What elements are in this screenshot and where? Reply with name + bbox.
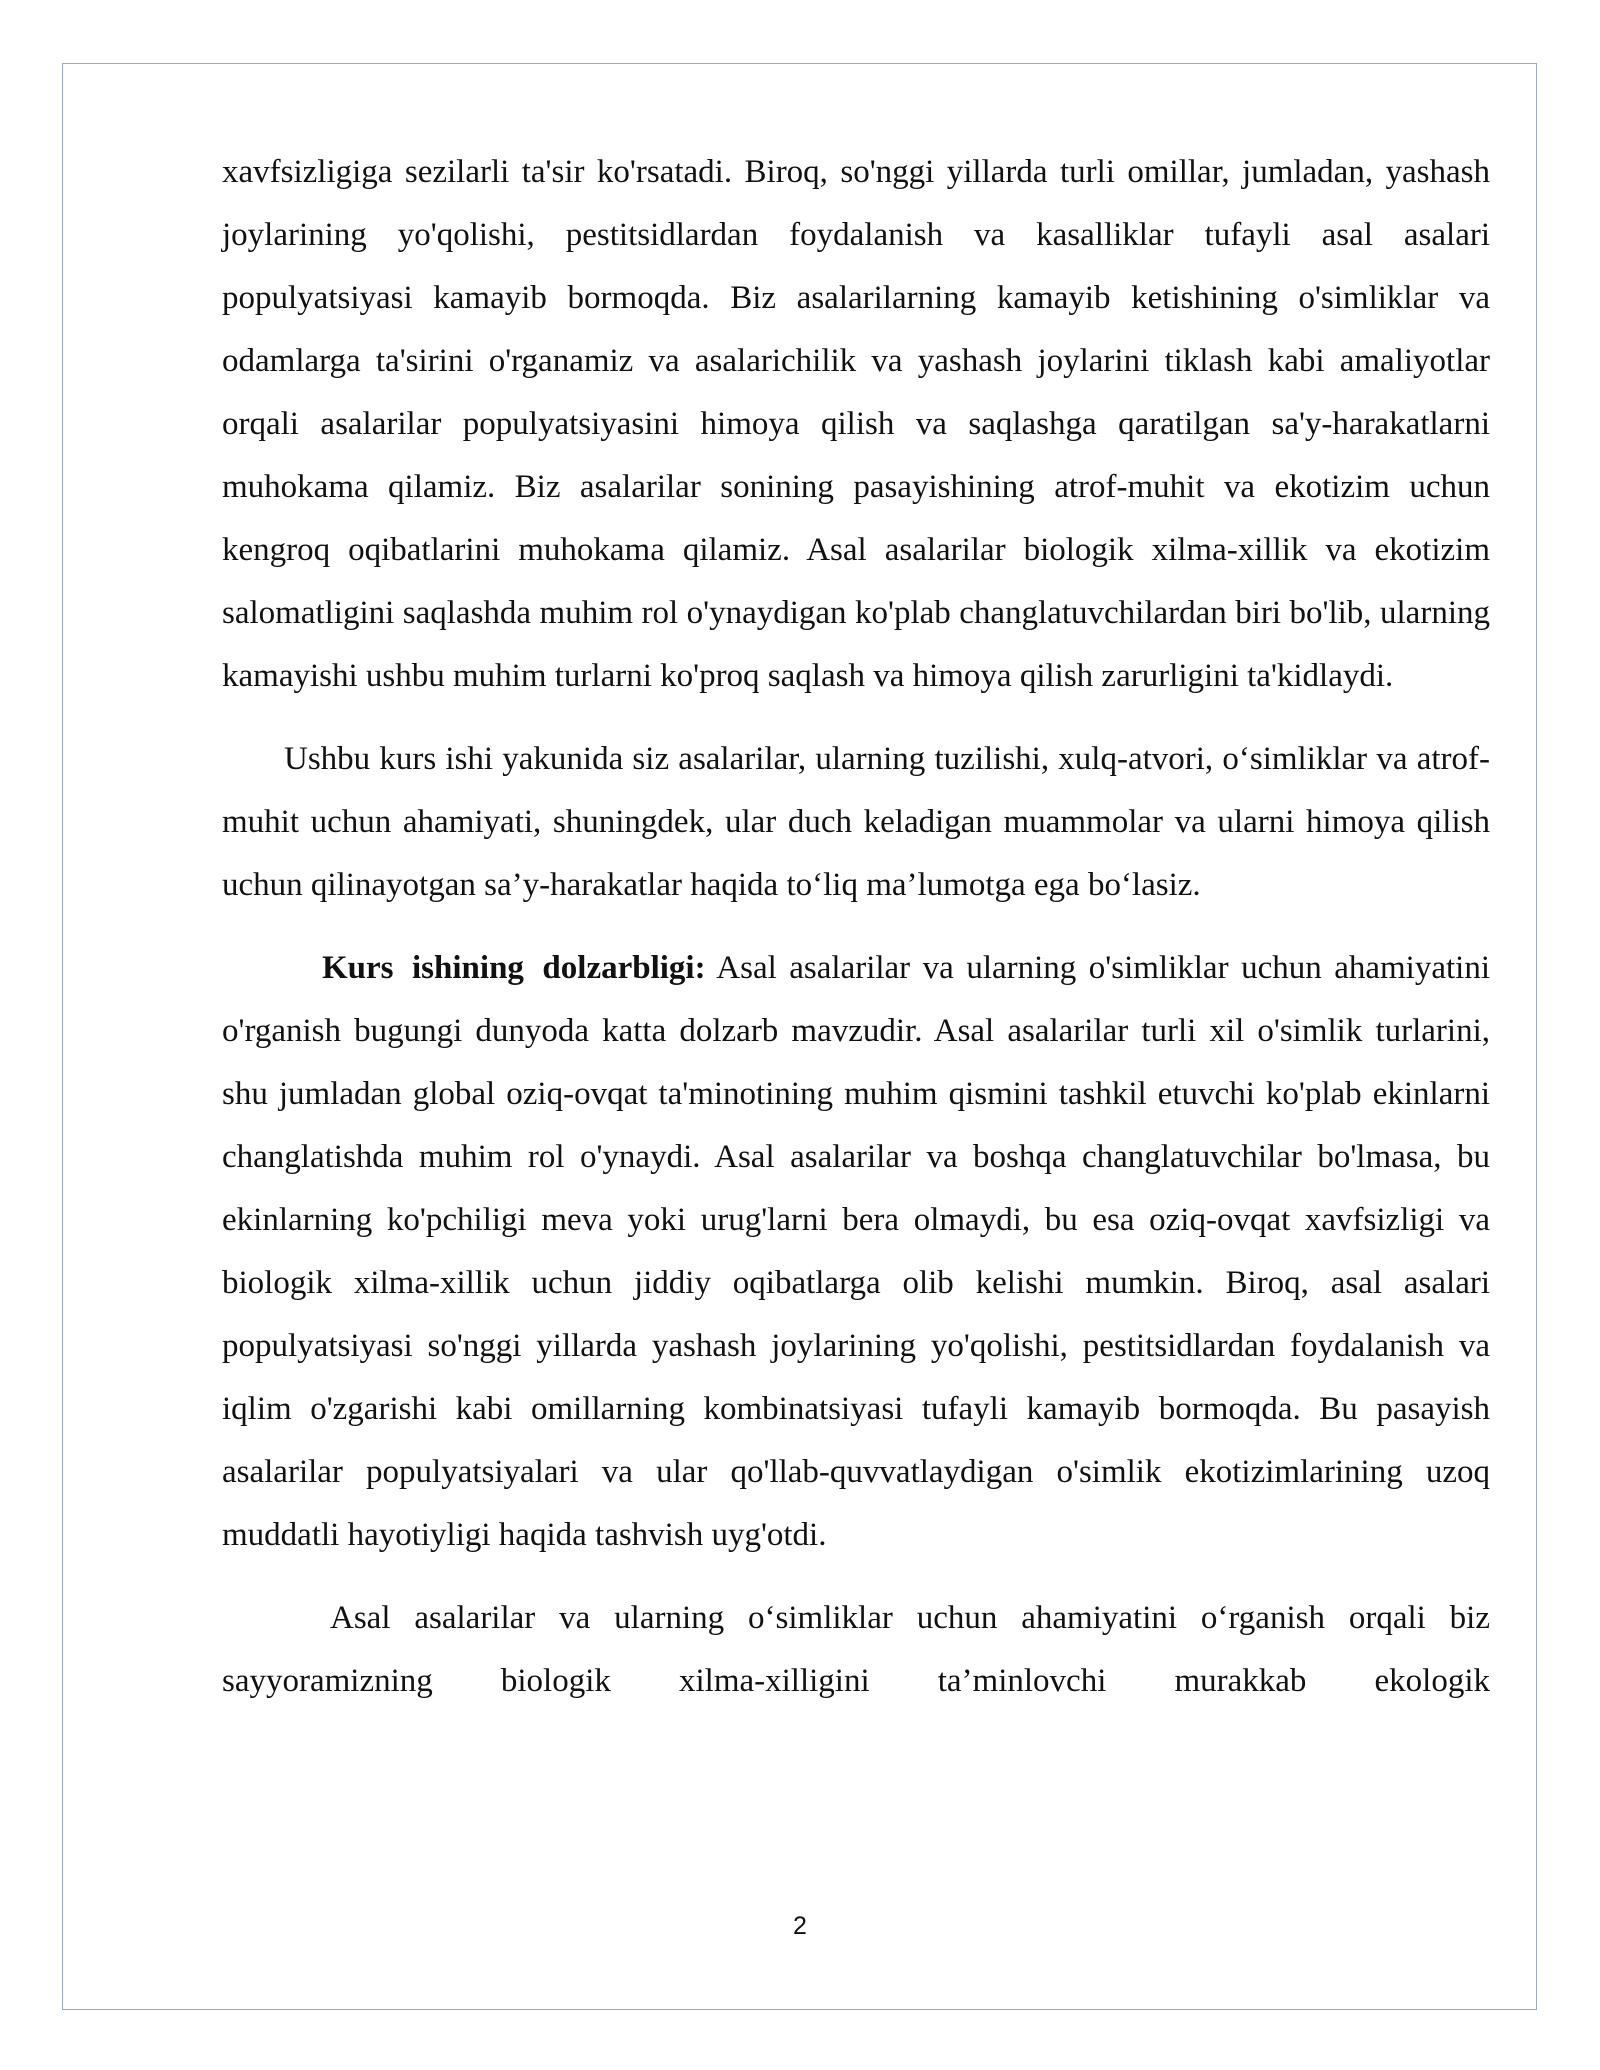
- paragraph-relevance: [222, 937, 1490, 1567]
- page-number: 2: [793, 1912, 807, 1940]
- paragraph-course-outcome: Ushbu kurs ishi yakunida siz asalarilar, ularning tuzilishi, xulq-atvori, o‘simliklar va atrof-muhit uchun ahamiyati, shuningdek, ular duch keladigan muammolar va ularni himoya qilish uchun qilinayotgan sa’y-harakatlar haqida to‘liq ma’lumotga ega bo‘lasiz.: [222, 741, 1490, 903]
- relevance-text: Asal asalarilar va ularning o'simliklar uchun ahamiyatini o'rganish bugungi dunyoda katta dolzarb mavzudir. Asal asalarilar turli xil o'simlik turlarini, shu jumladan global oziq-ovqat ta'minotining muhim qismini tashkil etuvchi ko'plab ekinlarni changlatishda muhim rol o'ynaydi. Asal asalarilar va boshqa changlatuvchilar bo'lmasa, bu ekinlarning ko'pchiligi meva yoki urug'larni bera olmaydi, bu esa oziq-ovqat xavfsizligi va biologik xilma-xillik uchun jiddiy oqibatlarga olib kelishi mumkin. Biroq, asal asalari populyatsiyasi so'nggi yillarda yashash joylarining yo'qolishi, pestitsidlardan foydalanish va iqlim o'zgarishi kabi omillarning kombinatsiyasi tufayli kamayib bormoqda. Bu pasayish asalarilar populyatsiyalari va ular qo'llab-quvvatlaydigan o'simlik ekotizimlarining uzoq muddatli hayotiyligi haqida tashvish uyg'otdi.: [222, 950, 1490, 1553]
- paragraph-study-intro: Asal asalarilar va ularning o‘simliklar uchun ahamiyatini o‘rganish orqali biz sayyoramizning biologik xilma-xilligini ta’minlovchi murakkab ekologik: [222, 1600, 1490, 1699]
- relevance-heading: Kurs ishining dolzarbligi:: [322, 950, 706, 986]
- paragraph-continuation: xavfsizligiga sezilarli ta'sir ko'rsatadi. Biroq, so'nggi yillarda turli omillar, jumladan, yashash joylarining yo'qolishi, pestitsidlardan foydalanish va kasalliklar tufayli asal asalari populyatsiyasi kamayib bormoqda. Biz asalarilarning kamayib ketishining o'simliklar va odamlarga ta'sirini o'rganamiz va asalarichilik va yashash joylarini tiklash kabi amaliyotlar orqali asalarilar populyatsiyasini himoya qilish va saqlashga qaratilgan sa'y-harakatlarni muhokama qilamiz. Biz asalarilar sonining pasayishining atrof-muhit va ekotizim uchun kengroq oqibatlarini muhokama qilamiz. Asal asalarilar biologik xilma-xillik va ekotizim salomatligini saqlashda muhim rol o'ynaydigan ko'plab changlatuvchilardan biri bo'lib, ularning kamayishi ushbu muhim turlarni ko'proq saqlash va himoya qilish zarurligini ta'kidlaydi.: [222, 154, 1490, 694]
- document-body: [222, 141, 1490, 1713]
